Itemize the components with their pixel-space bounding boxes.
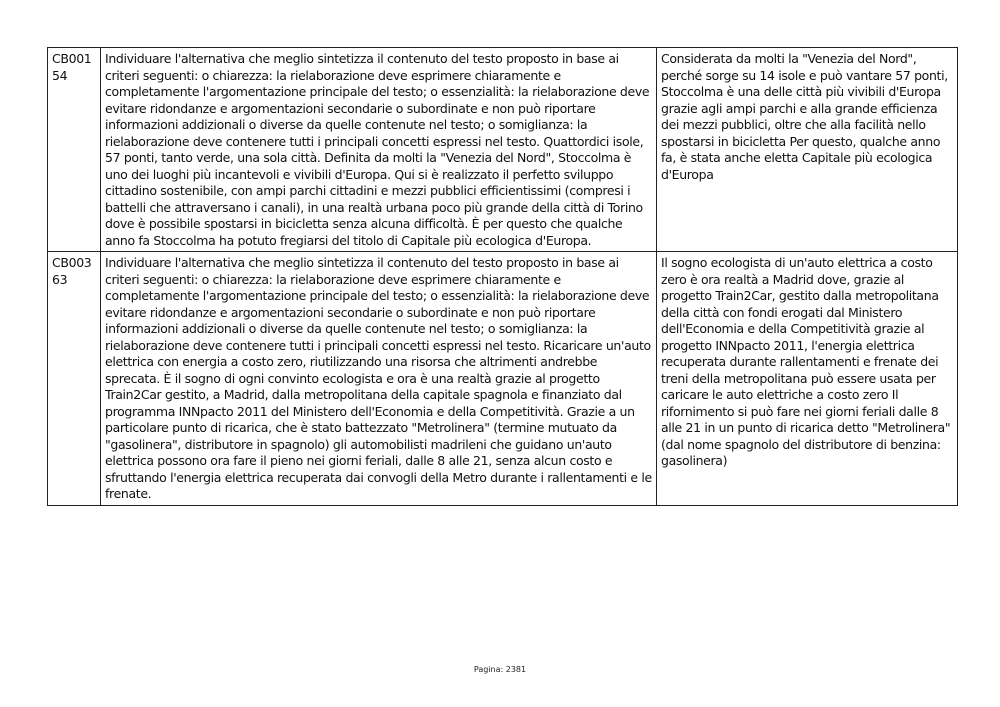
table-row: [48, 252, 958, 506]
answer-text: Considerata da molti la "Venezia del Nord", perché sorge su 14 isole e può vantare 57 ponti, Stoccolma è una delle città più vivibili d'Europa grazie agli ampi parchi e alla grande efficienza dei mezzi pubblici, oltre che alla facilità nello spostarsi in bicicletta Per questo, qualche anno fa, è stata anche eletta Capitale più ecologica d'Europa: [657, 48, 958, 252]
answer-text: Il sogno ecologista di un'auto elettrica a costo zero è ora realtà a Madrid dove, grazie al progetto Train2Car, gestito dalla metropolitana della città con fondi erogati dal Ministero dell'Economia e della Competitività grazie al progetto INNpacto 2011, l'energia elettrica recuperata durante rallentamenti e frenate dei treni della metropolitana può essere usata per caricare le auto elettriche a costo zero Il rifornimento si può fare nei giorni feriali dalle 8 alle 21 in un punto di ricarica detto "Metrolinera" (dal nome spagnolo del distributore di benzina: gasolinera): [657, 252, 958, 506]
question-text: Individuare l'alternativa che meglio sintetizza il contenuto del testo proposto in base ai criteri seguenti: o chiarezza: la rielaborazione deve esprimere chiaramente e completamente l'argomentazione principale del testo; o essenzialità: la rielaborazione deve evitare ridondanze e argomentazioni secondarie o subordinate e non può riportare informazioni addizionali o diverse da quelle contenute nel testo; o somiglianza: la rielaborazione deve contenere tutti i principali concetti espressi nel testo. Quattordici isole, 57 ponti, tanto verde, una sola città. Definita da molti la "Venezia del Nord", Stoccolma è uno dei luoghi più incantevoli e vivibili d'Europa. Qui si è realizzato il perfetto sviluppo cittadino sostenibile, con ampi parchi cittadini e mezzi pubblici efficientissimi (compresi i battelli che attraversano i canali), in una realtà urbana poco più grande della città di Torino dove è possibile spostarsi in bicicletta senza alcuna difficoltà. È per questo che qualche anno fa Stoccolma ha potuto fregiarsi del titolo di Capitale più ecologica d'Europa.: [101, 48, 657, 252]
table-row: [48, 48, 958, 252]
questions-table: [47, 47, 958, 506]
page-number: Pagina: 2381: [473, 665, 527, 674]
question-text: Individuare l'alternativa che meglio sintetizza il contenuto del testo proposto in base ai criteri seguenti: o chiarezza: la rielaborazione deve esprimere chiaramente e completamente l'argomentazione principale del testo; o essenzialità: la rielaborazione deve evitare ridondanze e argomentazioni secondarie o subordinate e non può riportare informazioni addizionali o diverse da quelle contenute nel testo; o somiglianza: la rielaborazione deve contenere tutti i principali concetti espressi nel testo. Ricaricare un'auto elettrica con energia a costo zero, riutilizzando una risorsa che altrimenti andrebbe sprecata. È il sogno di ogni convinto ecologista e ora è una realtà grazie al progetto Train2Car gestito, a Madrid, dalla metropolitana della capitale spagnola e finanziato dal programma INNpacto 2011 del Ministero dell'Economia e della Competitività. Grazie a un particolare punto di ricarica, che è stato battezzato "Metrolinera" (termine mutuato da "gasolinera", distributore in spagnolo) gli automobilisti madrileni che guidano un'auto elettrica possono ora fare il pieno nei giorni feriali, dalle 8 alle 21, senza alcun costo e sfruttando l'energia elettrica recuperata dai convogli della Metro durante i rallentamenti e le frenate.: [101, 252, 657, 506]
question-code: CB00154: [48, 48, 101, 252]
question-code: CB00363: [48, 252, 101, 506]
